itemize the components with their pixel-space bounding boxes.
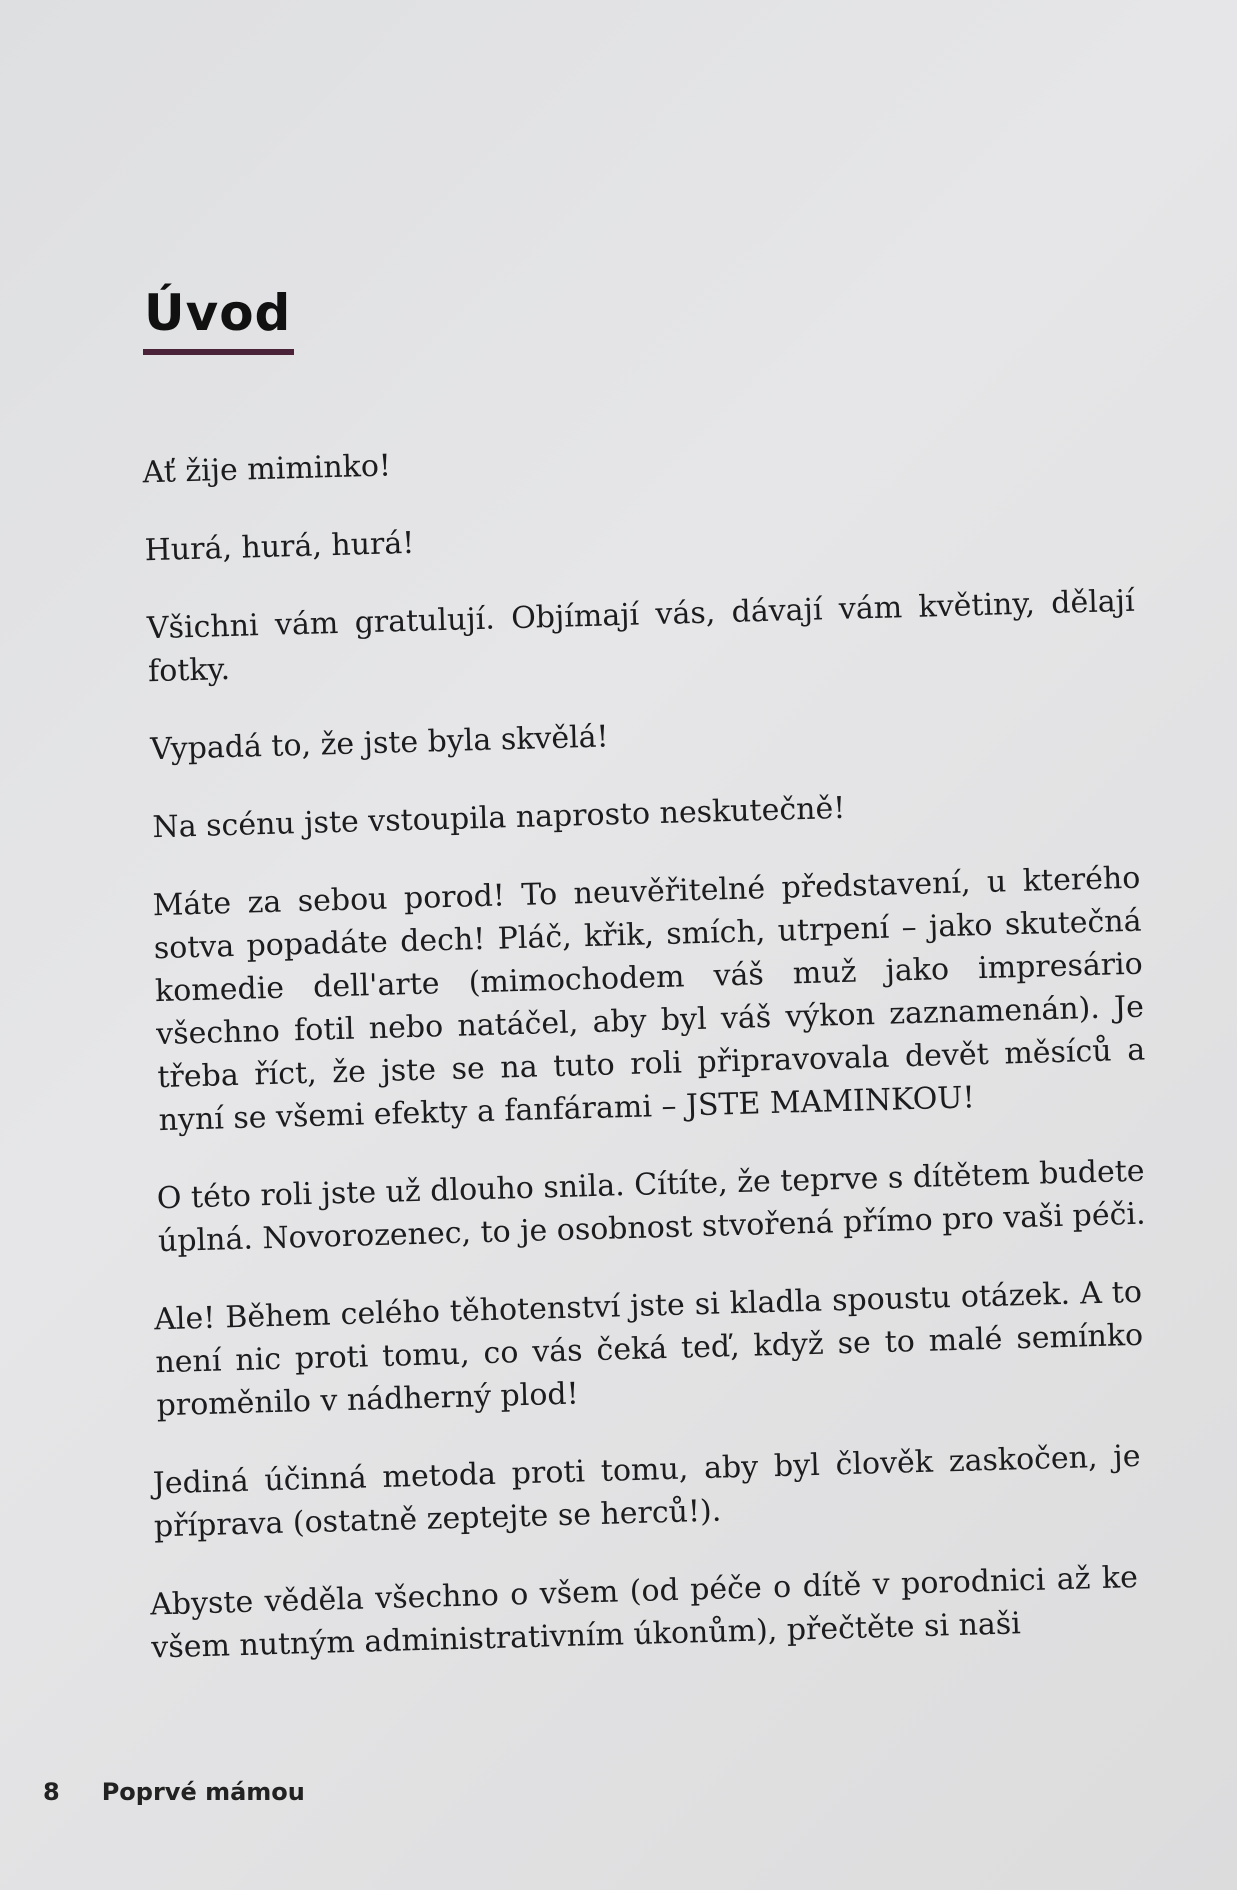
paragraph: Na scénu jste vstoupila naprosto neskutečně! xyxy=(152,790,846,846)
running-title: Poprvé mámou xyxy=(101,1778,305,1806)
page-footer xyxy=(43,1778,305,1806)
paragraph: Máte za sebou porod! To neuvěřitelné představení, u kterého sotva popadáte dech! Pláč, křik, smích, utrpení – jako skutečná komedie dell'arte (mimochodem váš muž jako impresário všechno fotil nebo natáčel, aby byl váš výkon zaznamenán). Je třeba říct, že jste se na tuto roli připravovala devět měsíců a nyní se všemi efekty a fanfárami – JSTE MAMINKOU! xyxy=(152,860,1146,1139)
paragraph: Hurá, hurá, hurá! xyxy=(144,525,415,569)
paragraph: Všichni vám gratulují. Objímají vás, dávají vám květiny, dělají fotky. xyxy=(146,583,1136,690)
paragraph: O této roli jste už dlouho snila. Cítíte, že teprve s dítětem budete úplná. Novorozenec, to je osobnost stvořená přímo pro vaši péči. xyxy=(156,1153,1147,1260)
paragraph: Ale! Během celého těhotenství jste si kladla spoustu otázek. A to není nic proti tomu, co vás čeká teď, když se to malé semínko proměnilo v nádherný plod! xyxy=(153,1274,1144,1424)
chapter-heading: Úvod xyxy=(144,284,292,342)
paragraph: Jediná účinná metoda proti tomu, aby byl člověk zaskočen, je příprava (ostatně zeptejte se herců!). xyxy=(152,1438,1141,1545)
paragraph: Ať žije miminko! xyxy=(142,448,392,491)
page-number: 8 xyxy=(43,1778,60,1806)
paragraph: Vypadá to, že jste byla skvělá! xyxy=(149,719,610,768)
heading-underline xyxy=(143,349,294,355)
paragraph: Abyste věděla všechno o všem (od péče o dítě v porodnici až ke všem nutným administrativním úkonům), přečtěte si naši xyxy=(149,1559,1139,1666)
chapter-body xyxy=(118,424,1173,1705)
